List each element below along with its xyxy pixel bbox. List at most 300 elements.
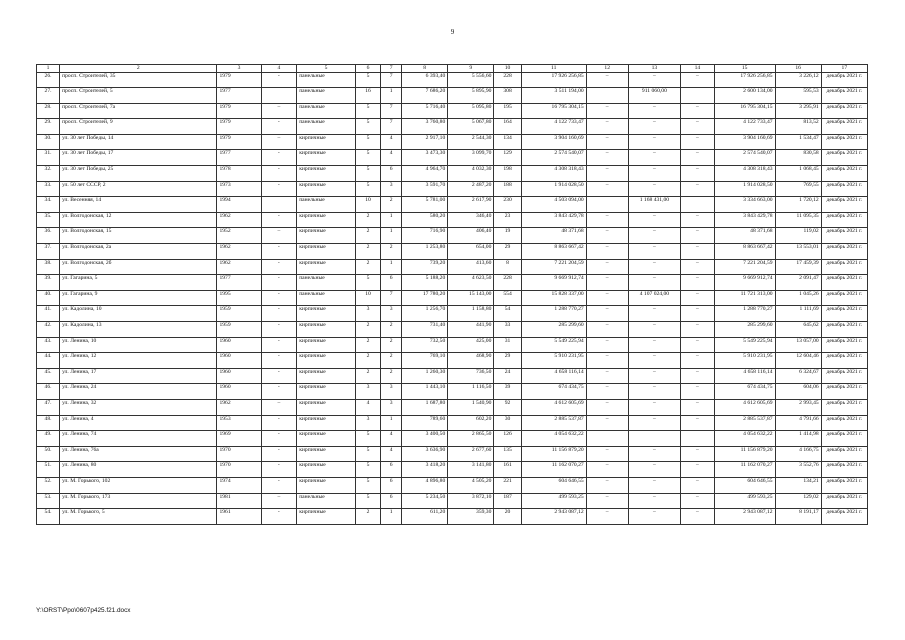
table-cell: 3 418,20 <box>402 462 448 478</box>
table-cell: – <box>586 415 628 431</box>
table-cell: кирпичные <box>297 509 356 525</box>
table-cell: 1960 <box>217 384 261 400</box>
table-cell: 813,52 <box>775 119 821 135</box>
table-cell: – <box>681 415 715 431</box>
table-row <box>37 493 868 509</box>
table-cell: 285 299,60 <box>521 322 586 338</box>
table-cell: 1 540,90 <box>448 399 494 415</box>
table-cell: 2 <box>381 337 402 353</box>
table-cell: 1978 <box>217 166 261 182</box>
table-cell: 4 896,80 <box>402 477 448 493</box>
table-cell: кирпичные <box>297 228 356 244</box>
table-row <box>37 259 868 275</box>
table-cell: 10 <box>355 290 380 306</box>
column-number-cell: 1 <box>37 65 60 73</box>
table-cell: 4 612 605,69 <box>521 399 586 415</box>
table-cell: – <box>628 384 680 400</box>
table-cell: 4 <box>381 150 402 166</box>
table-cell: 1977 <box>217 150 261 166</box>
table-cell: – <box>586 446 628 462</box>
table-cell: - <box>261 212 297 228</box>
column-number-cell: 2 <box>60 65 217 73</box>
table-cell: - <box>261 368 297 384</box>
table-cell: 468,90 <box>448 353 494 369</box>
address-cell: ул. Весенняя, 14 <box>60 197 217 213</box>
table-cell: 13 057,00 <box>775 337 821 353</box>
table-cell: 5 <box>355 150 380 166</box>
table-cell: 769,10 <box>402 353 448 369</box>
table-cell: 2 617,90 <box>448 197 494 213</box>
table-row <box>37 166 868 182</box>
table-cell: – <box>681 103 715 119</box>
table-cell: – <box>681 166 715 182</box>
table-row <box>37 462 868 478</box>
table-cell: 3 843 429,78 <box>521 212 586 228</box>
table-cell: 3 872,10 <box>448 493 494 509</box>
table-cell: 5 716,40 <box>402 103 448 119</box>
column-number-cell: 15 <box>714 65 775 73</box>
table-cell: – <box>586 509 628 525</box>
table-cell: кирпичные <box>297 259 356 275</box>
table-cell: 7 <box>381 72 402 88</box>
table-cell: панельные <box>297 103 356 119</box>
table-cell: – <box>628 181 680 197</box>
table-cell: 8 191,17 <box>775 509 821 525</box>
table-row <box>37 103 868 119</box>
table-cell: кирпичные <box>297 244 356 260</box>
table-cell: 29 <box>494 244 521 260</box>
table-cell: 3 843 429,78 <box>714 212 775 228</box>
table-cell: 3 552,76 <box>775 462 821 478</box>
table-row <box>37 415 868 431</box>
table-cell: 6 <box>381 493 402 509</box>
table-cell: – <box>261 493 297 509</box>
table-cell: 1953 <box>217 415 261 431</box>
table-cell: 16 795 304,15 <box>714 103 775 119</box>
table-cell: 11 156 879,20 <box>521 446 586 462</box>
address-cell: ул. 30 лет Победы, 14 <box>60 134 217 150</box>
table-cell: 4 122 733,47 <box>714 119 775 135</box>
column-number-cell: 11 <box>521 65 586 73</box>
period-cell: декабрь 2021 г. <box>821 72 867 88</box>
table-cell: 5 549 225,94 <box>714 337 775 353</box>
address-cell: ул. Ленина, 74 <box>60 431 217 447</box>
table-cell: 2 885 537,87 <box>521 415 586 431</box>
table-cell: 54. <box>37 509 60 525</box>
address-cell: ул. Волгодонская, 12 <box>60 212 217 228</box>
table-row <box>37 119 868 135</box>
table-cell: – <box>681 119 715 135</box>
column-number-cell: 8 <box>402 65 448 73</box>
table-cell: 2 917,10 <box>402 134 448 150</box>
address-cell: ул. М. Горького, 102 <box>60 477 217 493</box>
table-cell: 4 308 318,43 <box>521 166 586 182</box>
table-cell: – <box>586 399 628 415</box>
table-cell: 1 <box>381 259 402 275</box>
table-cell: – <box>628 399 680 415</box>
table-cell: 32. <box>37 166 60 182</box>
table-cell: – <box>586 306 628 322</box>
table-cell: 27. <box>37 88 60 104</box>
table-cell: 1 045,26 <box>775 290 821 306</box>
table-cell: 5 549 225,94 <box>521 337 586 353</box>
table-cell: 48 371,68 <box>714 228 775 244</box>
table-cell: – <box>261 399 297 415</box>
address-cell: ул. Ленина, 10 <box>60 337 217 353</box>
table-cell: – <box>681 181 715 197</box>
table-cell: 3 591,70 <box>402 181 448 197</box>
table-cell: 1961 <box>217 509 261 525</box>
table-cell: – <box>586 368 628 384</box>
table-cell: 3 636,90 <box>402 446 448 462</box>
table-cell: – <box>681 259 715 275</box>
table-cell: 30 <box>494 415 521 431</box>
address-cell: ул. Волгодонская, 2а <box>60 244 217 260</box>
table-cell: 2 574 540,07 <box>714 150 775 166</box>
table-cell: – <box>586 384 628 400</box>
table-cell: 1 443,10 <box>402 384 448 400</box>
period-cell: декабрь 2021 г. <box>821 275 867 291</box>
period-cell: декабрь 2021 г. <box>821 181 867 197</box>
table-cell: - <box>261 509 297 525</box>
table-cell: - <box>261 431 297 447</box>
table-cell: 3 760,80 <box>402 119 448 135</box>
table-cell: 5 <box>355 181 380 197</box>
table-cell: 16 795 304,15 <box>521 103 586 119</box>
table-cell: 2 <box>381 353 402 369</box>
table-cell: 359,30 <box>448 509 494 525</box>
table-cell: 3 473,30 <box>402 150 448 166</box>
table-cell: 1977 <box>217 88 261 104</box>
table-cell: 1 <box>381 415 402 431</box>
table-cell: 33 <box>494 322 521 338</box>
table-cell: кирпичные <box>297 399 356 415</box>
table-cell: 129 <box>494 150 521 166</box>
table-cell: – <box>681 228 715 244</box>
address-cell: ул. 30 лет Победы, 25 <box>60 166 217 182</box>
page-number: 9 <box>450 28 455 36</box>
address-cell: просп. Строителей, 7а <box>60 103 217 119</box>
table-cell: 164 <box>494 119 521 135</box>
table-row <box>37 244 868 260</box>
table-cell: – <box>681 384 715 400</box>
table-cell: 48. <box>37 415 60 431</box>
table-cell: - <box>261 72 297 88</box>
table-cell: - <box>261 181 297 197</box>
table-cell: 48 371,68 <box>521 228 586 244</box>
table-cell: – <box>586 290 628 306</box>
table-cell: 92 <box>494 399 521 415</box>
column-number-cell: 9 <box>448 65 494 73</box>
table-cell: 7 221 204,59 <box>521 259 586 275</box>
table-cell: 38. <box>37 259 60 275</box>
table-cell: 604 646,55 <box>521 477 586 493</box>
table-cell: – <box>628 493 680 509</box>
table-cell: 5 910 231,95 <box>521 353 586 369</box>
table-cell: – <box>586 150 628 166</box>
table-cell: - <box>261 337 297 353</box>
table-cell: – <box>681 212 715 228</box>
table-cell: 198 <box>494 166 521 182</box>
period-cell: декабрь 2021 г. <box>821 259 867 275</box>
table-cell: – <box>261 134 297 150</box>
table-cell: – <box>586 353 628 369</box>
table-cell: 5 234,50 <box>402 493 448 509</box>
table-cell: – <box>681 275 715 291</box>
table-cell: кирпичные <box>297 368 356 384</box>
table-cell: кирпичные <box>297 181 356 197</box>
table-cell: 2 <box>355 228 380 244</box>
table-row <box>37 88 868 104</box>
table-cell: 4 791,66 <box>775 415 821 431</box>
table-cell: 441,90 <box>448 322 494 338</box>
table-cell: 4 <box>381 431 402 447</box>
table-cell: 3 904 160,69 <box>714 134 775 150</box>
table-cell: 126 <box>494 431 521 447</box>
table-cell: 2 <box>355 244 380 260</box>
table-cell: 4 658 116,14 <box>714 368 775 384</box>
table-cell: 2 <box>355 322 380 338</box>
table-cell: – <box>681 306 715 322</box>
table-cell: 3 <box>381 306 402 322</box>
table-cell: – <box>586 477 628 493</box>
table-cell: 6 393,40 <box>402 72 448 88</box>
period-cell: декабрь 2021 г. <box>821 134 867 150</box>
table-cell: 1 914 028,50 <box>521 181 586 197</box>
table-cell: - <box>261 322 297 338</box>
table-cell: 4 054 632,22 <box>714 431 775 447</box>
table-cell: 1 414,98 <box>775 431 821 447</box>
table-cell <box>586 88 628 104</box>
address-cell: просп. Строителей, 9 <box>60 119 217 135</box>
table-cell: – <box>681 368 715 384</box>
table-cell: - <box>261 275 297 291</box>
table-cell: – <box>681 462 715 478</box>
table-cell: 1952 <box>217 228 261 244</box>
table-cell: 2 885 537,87 <box>714 415 775 431</box>
table-cell: 4 <box>381 446 402 462</box>
table-cell: панельные <box>297 72 356 88</box>
table-cell: кирпичные <box>297 306 356 322</box>
table-cell: 4 032,30 <box>448 166 494 182</box>
table-cell: 580,20 <box>402 212 448 228</box>
table-cell: 51. <box>37 462 60 478</box>
period-cell: декабрь 2021 г. <box>821 415 867 431</box>
table-cell: 5 <box>355 103 380 119</box>
address-cell: ул. Ленина, 32 <box>60 399 217 415</box>
table-cell: 6 <box>381 477 402 493</box>
period-cell: декабрь 2021 г. <box>821 462 867 478</box>
table-cell: 413,60 <box>448 259 494 275</box>
table-cell: 4 <box>381 134 402 150</box>
table-cell: 5 <box>355 477 380 493</box>
period-cell: декабрь 2021 г. <box>821 399 867 415</box>
table-cell: 30. <box>37 134 60 150</box>
table-cell: 3 099,70 <box>448 150 494 166</box>
table-cell: 1 <box>381 509 402 525</box>
table-cell: 499 593,25 <box>714 493 775 509</box>
table-cell: – <box>628 72 680 88</box>
table-cell: 1 534,47 <box>775 134 821 150</box>
table-cell: 5 <box>355 431 380 447</box>
table-cell: – <box>586 212 628 228</box>
table-cell: 221 <box>494 477 521 493</box>
table-cell: 602,20 <box>448 415 494 431</box>
table-cell: 3 904 160,69 <box>521 134 586 150</box>
period-cell: декабрь 2021 г. <box>821 88 867 104</box>
table-cell: кирпичные <box>297 134 356 150</box>
table-cell: 41. <box>37 306 60 322</box>
table-cell: 39 <box>494 384 521 400</box>
address-cell: ул. 50 лет СССР, 2 <box>60 181 217 197</box>
table-cell: 611,20 <box>402 509 448 525</box>
table-cell: 1969 <box>217 431 261 447</box>
table-cell: 7 <box>381 103 402 119</box>
table-cell: - <box>261 462 297 478</box>
table-cell: 188 <box>494 181 521 197</box>
table-cell: 830,58 <box>775 150 821 166</box>
table-cell: кирпичные <box>297 384 356 400</box>
period-cell: декабрь 2021 г. <box>821 119 867 135</box>
table-cell: 8 <box>494 259 521 275</box>
table-cell: 15 143,00 <box>448 290 494 306</box>
table-cell: 1995 <box>217 290 261 306</box>
table-cell: 119,02 <box>775 228 821 244</box>
table-cell: 8 863 667,42 <box>521 244 586 260</box>
table-cell: 1979 <box>217 72 261 88</box>
table-cell: - <box>261 415 297 431</box>
table-cell <box>628 431 680 447</box>
period-cell: декабрь 2021 г. <box>821 353 867 369</box>
table-row <box>37 446 868 462</box>
address-cell: ул. Волгодонская, 15 <box>60 228 217 244</box>
table-cell: 24 <box>494 368 521 384</box>
table-cell: 789,60 <box>402 415 448 431</box>
address-cell: ул. Гагарина, 9 <box>60 290 217 306</box>
table-cell: 674 434,75 <box>714 384 775 400</box>
table-cell: 4 658 116,14 <box>521 368 586 384</box>
table-cell: 736,50 <box>448 368 494 384</box>
table-cell: 595,53 <box>775 88 821 104</box>
table-cell: 2 <box>381 197 402 213</box>
table-cell: – <box>628 509 680 525</box>
table-cell: 3 <box>355 306 380 322</box>
table-cell: – <box>628 103 680 119</box>
address-cell: ул. Кадолина, 10 <box>60 306 217 322</box>
table-cell: 4 505,20 <box>448 477 494 493</box>
table-cell: 604 646,55 <box>714 477 775 493</box>
table-cell: 4 612 605,69 <box>714 399 775 415</box>
table-cell: 1970 <box>217 446 261 462</box>
table-cell: - <box>261 384 297 400</box>
table-cell: 16 <box>355 88 380 104</box>
table-cell: 53. <box>37 493 60 509</box>
table-cell: 6 <box>381 462 402 478</box>
table-cell: 4 964,70 <box>402 166 448 182</box>
table-row <box>37 150 868 166</box>
table-cell: 9 669 912,74 <box>714 275 775 291</box>
table-cell: - <box>261 477 297 493</box>
table-cell: 3 400,50 <box>402 431 448 447</box>
table-cell: 645,62 <box>775 322 821 338</box>
table-cell: – <box>681 150 715 166</box>
table-cell: 5 556,60 <box>448 72 494 88</box>
column-number-cell: 6 <box>355 65 380 73</box>
table-cell: 3 <box>381 399 402 415</box>
table-cell: – <box>681 353 715 369</box>
table-cell: – <box>628 322 680 338</box>
table-cell: 2 574 540,07 <box>521 150 586 166</box>
table-cell: 4 166,75 <box>775 446 821 462</box>
period-cell: декабрь 2021 г. <box>821 228 867 244</box>
table-cell <box>681 431 715 447</box>
table-cell: 1974 <box>217 477 261 493</box>
period-cell: декабрь 2021 г. <box>821 368 867 384</box>
table-cell: – <box>586 72 628 88</box>
table-cell: 52. <box>37 477 60 493</box>
table-cell: 1 <box>381 228 402 244</box>
table-cell: – <box>628 134 680 150</box>
table-cell: 2 943 087,12 <box>521 509 586 525</box>
table-cell: 45. <box>37 368 60 384</box>
table-cell: 2 <box>355 353 380 369</box>
table-cell: – <box>628 306 680 322</box>
table-row <box>37 477 868 493</box>
table-cell: 1 720,12 <box>775 197 821 213</box>
table-cell: 3 511 194,00 <box>521 88 586 104</box>
table-cell: 5 095,80 <box>448 103 494 119</box>
table-cell: 769,55 <box>775 181 821 197</box>
table-cell: 1 <box>381 88 402 104</box>
table-cell: 11 095,35 <box>775 212 821 228</box>
table-cell: 1 288 770,27 <box>714 306 775 322</box>
table-row <box>37 337 868 353</box>
table-cell: 5 <box>355 119 380 135</box>
table-cell: 230 <box>494 197 521 213</box>
table-cell: – <box>586 259 628 275</box>
table-cell: кирпичные <box>297 150 356 166</box>
table-cell: - <box>261 166 297 182</box>
table-cell: 2 <box>355 212 380 228</box>
table-cell: 49. <box>37 431 60 447</box>
table-cell: – <box>586 181 628 197</box>
table-cell: 26. <box>37 72 60 88</box>
table-cell: - <box>261 290 297 306</box>
address-cell: ул. Ленина, 76а <box>60 446 217 462</box>
table-cell: 1 <box>381 212 402 228</box>
table-cell: 35. <box>37 212 60 228</box>
table-cell: 33. <box>37 181 60 197</box>
table-cell: 554 <box>494 290 521 306</box>
period-cell: декабрь 2021 г. <box>821 337 867 353</box>
table-cell: 47. <box>37 399 60 415</box>
table-cell: 7 <box>381 290 402 306</box>
table-cell: 5 <box>355 493 380 509</box>
table-cell: 1 687,80 <box>402 399 448 415</box>
table-cell: 187 <box>494 493 521 509</box>
table-cell: 1 116,50 <box>448 384 494 400</box>
table-cell: – <box>586 462 628 478</box>
address-cell: ул. Ленина, 17 <box>60 368 217 384</box>
table-cell: – <box>628 212 680 228</box>
table-cell: 4 623,50 <box>448 275 494 291</box>
table-cell <box>261 88 297 104</box>
table-cell: 1979 <box>217 103 261 119</box>
table-cell: кирпичные <box>297 337 356 353</box>
table-cell: 5 188,20 <box>402 275 448 291</box>
table-row <box>37 134 868 150</box>
table-cell: 228 <box>494 72 521 88</box>
